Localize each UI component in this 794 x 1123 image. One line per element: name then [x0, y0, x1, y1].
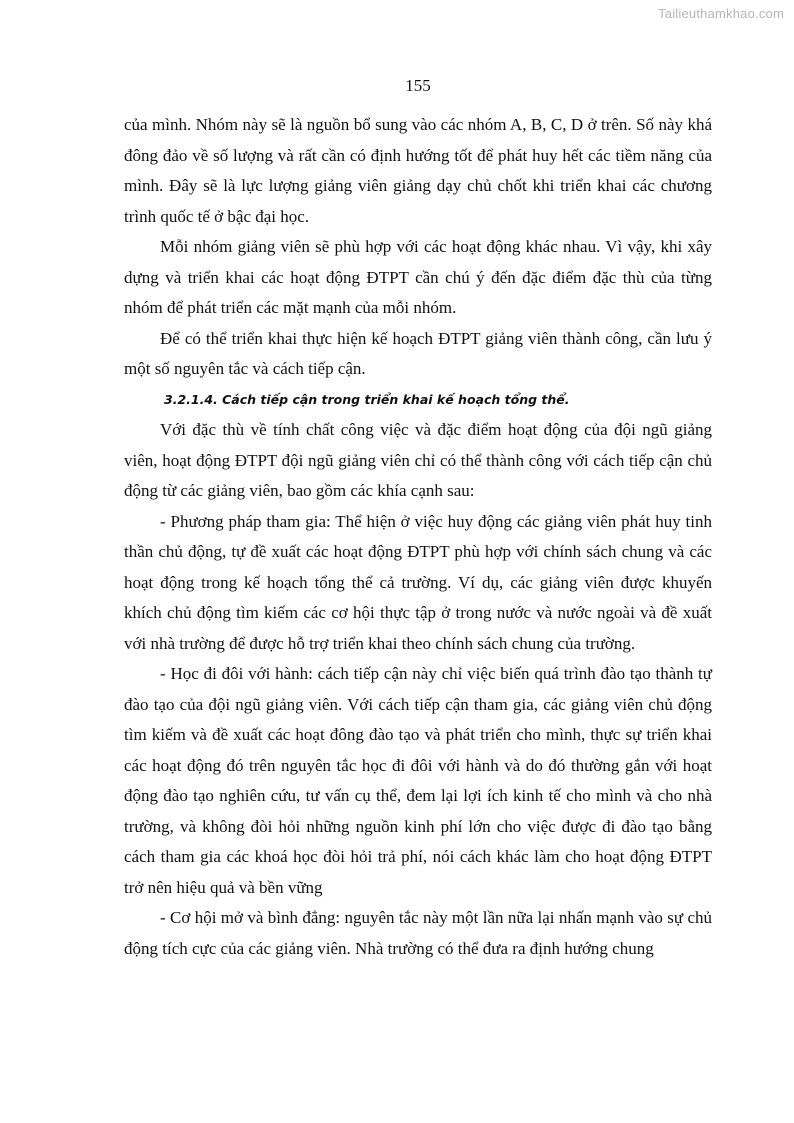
paragraph: Để có thể triển khai thực hiện kế hoạch ĐTPT giảng viên thành công, cần lưu ý một số nguyên tắc và cách tiếp cận. [124, 328, 712, 378]
document-body [124, 110, 712, 964]
paragraph-list-item: - Phương pháp tham gia: Thể hiện ở việc huy động các giảng viên phát huy tinh thần chủ động, tự đề xuất các hoạt động ĐTPT phù hợp với chính sách chung và các hoạt động trong kế hoạch tổng thể cả trường. Ví dụ, các giảng viên được khuyến khích chủ động tìm kiếm các cơ hội thực tập ở trong nước và nước ngoài và đề xuất với nhà trường để được hỗ trợ triển khai theo chính sách chung của trường. [124, 511, 712, 653]
section-heading: 3.2.1.4. Cách tiếp cận trong triển khai kế hoạch tổng thể. [164, 391, 570, 407]
paragraph-continuation: của mình. Nhóm này sẽ là nguồn bổ sung vào các nhóm A, B, C, D ở trên. Số này khá đông đảo về số lượng và rất cần có định hướng tốt để phát huy hết các tiềm năng của mình. Đây sẽ là lực lượng giảng viên giảng dạy chủ chốt khi triển khai các chương trình quốc tế ở bậc đại học. [124, 115, 712, 226]
paragraph-list-item: - Cơ hội mở và bình đẳng: nguyên tắc này một lần nữa lại nhấn mạnh vào sự chủ động tích cực của các giảng viên. Nhà trường có thể đưa ra định hướng chung [124, 908, 712, 958]
page-number: 155 [405, 76, 431, 95]
paragraph-list-item: - Học đi đôi với hành: cách tiếp cận này chỉ việc biến quá trình đào tạo thành tự đào tạo của đội ngũ giảng viên. Với cách tiếp cận tham gia, các giảng viên chủ động tìm kiếm và đề xuất các hoạt đông đào tạo và phát triển cho mình, thực sự triển khai các hoạt động đó trên nguyên tắc học đi đôi với hành và do đó thường gắn với hoạt động đào tạo nghiên cứu, tư vấn cụ thể, đem lại lợi ích kinh tế cho mình và cho nhà trường, và không đòi hỏi những nguồn kinh phí lớn cho việc được đi đào tạo bằng cách tham gia các khoá học đòi hỏi trả phí, nói cách khác làm cho hoạt động ĐTPT trở nên hiệu quả và bền vững [124, 664, 712, 897]
paragraph: Mỗi nhóm giảng viên sẽ phù hợp với các hoạt động khác nhau. Vì vậy, khi xây dựng và triển khai các hoạt động ĐTPT cần chú ý đến đặc điểm đặc thù của từng nhóm để phát triển các mặt mạnh của mỗi nhóm. [124, 237, 712, 317]
paragraph: Với đặc thù về tính chất công việc và đặc điểm hoạt động của đội ngũ giảng viên, hoạt động ĐTPT đội ngũ giảng viên chỉ có thể thành công với cách tiếp cận chủ động từ các giảng viên, bao gồm các khía cạnh sau: [124, 420, 712, 500]
watermark-text: Tailieuthamkhao.com [658, 6, 784, 21]
